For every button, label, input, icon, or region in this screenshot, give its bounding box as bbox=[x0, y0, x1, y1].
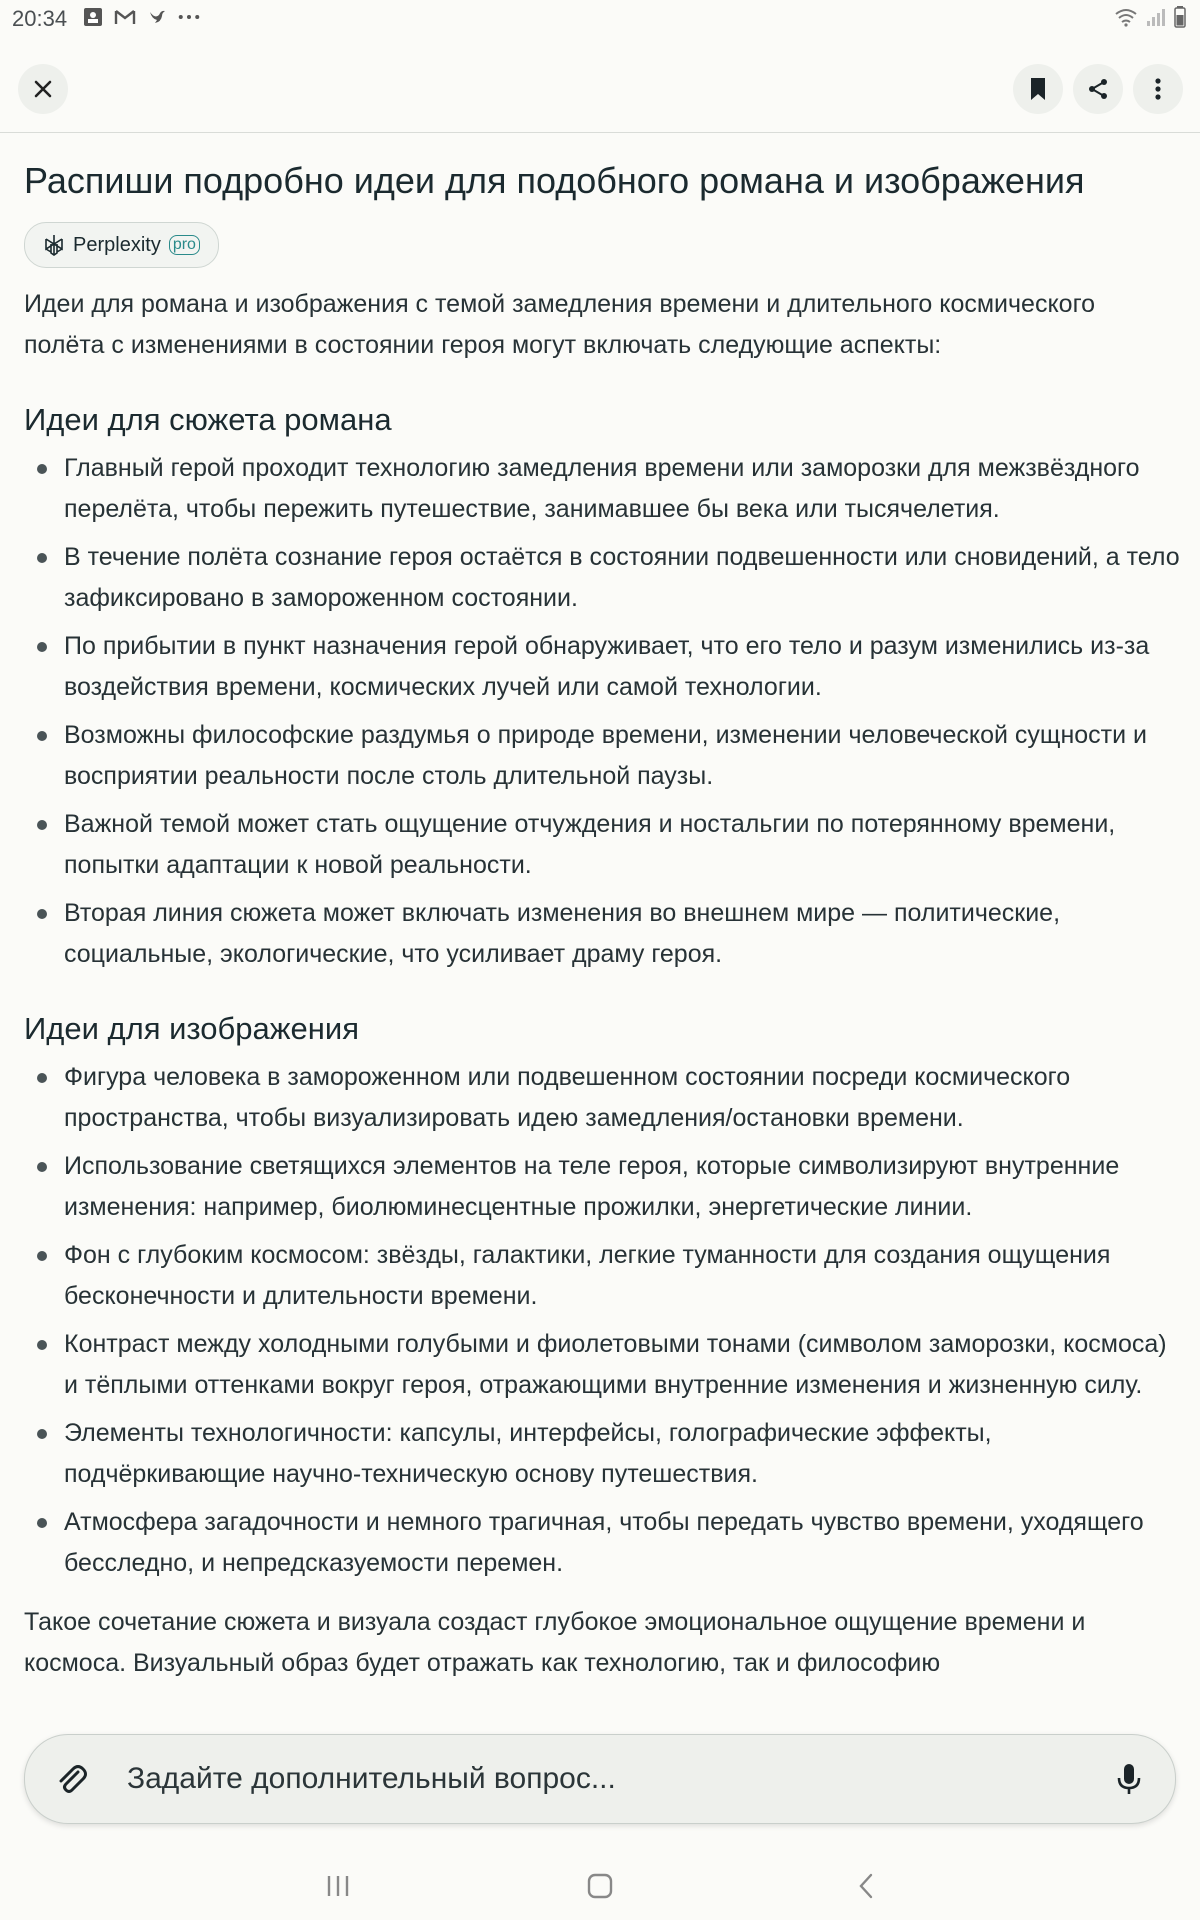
back-button[interactable] bbox=[846, 1866, 886, 1906]
list-item: Элементы технологичности: капсулы, интерфейсы, голографические эффекты, подчёркивающие научно-техническую основу путешествия. bbox=[24, 1413, 1180, 1495]
gmail-icon bbox=[114, 6, 136, 28]
answer-outro: Такое сочетание сюжета и визуала создаст глубокое эмоциональное ощущение времени и космоса. Визуальный образ будет отражать как технологию, так и философию bbox=[24, 1608, 1086, 1677]
list-item: По прибытии в пункт назначения герой обнаруживает, что его тело и разум изменились из-за воздействия времени, космических лучей или самой технологии. bbox=[24, 626, 1180, 708]
bird-app-icon bbox=[146, 6, 168, 28]
follow-up-bar[interactable] bbox=[24, 1734, 1176, 1824]
list-item: Фигура человека в замороженном или подвешенном состоянии посреди космического пространства, чтобы визуализировать идею замедления/остановки времени. bbox=[24, 1057, 1180, 1139]
signal-icon bbox=[1146, 7, 1166, 32]
photo-notification-icon bbox=[82, 6, 104, 28]
share-icon bbox=[1086, 77, 1110, 101]
recent-apps-icon bbox=[325, 1874, 351, 1898]
back-icon bbox=[857, 1873, 875, 1899]
status-bar bbox=[0, 0, 1200, 40]
attach-button[interactable] bbox=[51, 1759, 91, 1799]
list-item: Использование светящихся элементов на теле героя, которые символизируют внутренние изменения: например, биолюминесцентные прожилки, энергетические линии. bbox=[24, 1146, 1180, 1228]
system-nav-bar bbox=[0, 1850, 1200, 1920]
list-item: Вторая линия сюжета может включать изменения во внешнем мире — политические, социальные, экологические, что усиливает драму героя. bbox=[24, 893, 1180, 975]
list-item: Важной темой может стать ощущение отчуждения и ностальгии по потерянному времени, попытки адаптации к новой реальности. bbox=[24, 804, 1180, 886]
paperclip-icon bbox=[51, 1759, 91, 1799]
home-button[interactable] bbox=[580, 1866, 620, 1906]
share-button[interactable] bbox=[1073, 64, 1123, 114]
more-dots-icon bbox=[178, 6, 200, 28]
list-item: В течение полёта сознание героя остаётся в состоянии подвешенности или сновидений, а тело зафиксировано в замороженном состоянии. bbox=[24, 537, 1180, 619]
home-icon bbox=[587, 1873, 613, 1899]
wifi-icon bbox=[1114, 7, 1138, 32]
microphone-icon bbox=[1109, 1759, 1149, 1799]
close-button[interactable] bbox=[18, 64, 68, 114]
perplexity-logo-icon bbox=[43, 234, 65, 256]
question-title: Распиши подробно идеи для подобного романа и изображения bbox=[24, 160, 1085, 201]
badge-label: Perplexity bbox=[73, 233, 161, 256]
status-left-icons bbox=[82, 6, 200, 28]
thread-content bbox=[24, 132, 1180, 1684]
more-vertical-icon bbox=[1154, 77, 1162, 101]
status-time: 20:34 bbox=[12, 6, 68, 31]
pro-badge: pro bbox=[169, 235, 200, 255]
section-list bbox=[24, 448, 1180, 975]
top-toolbar bbox=[0, 40, 1200, 133]
bookmark-icon bbox=[1029, 77, 1047, 101]
mic-button[interactable] bbox=[1109, 1759, 1149, 1799]
section-title: Идеи для изображения bbox=[24, 1011, 359, 1046]
list-item: Фон с глубоким космосом: звёзды, галактики, легкие туманности для создания ощущения бесконечности и длительности времени. bbox=[24, 1235, 1180, 1317]
more-options-button[interactable] bbox=[1133, 64, 1183, 114]
status-right-icons bbox=[1114, 6, 1186, 33]
bookmark-button[interactable] bbox=[1013, 64, 1063, 114]
recent-apps-button[interactable] bbox=[318, 1866, 358, 1906]
answer-intro: Идеи для романа и изображения с темой замедления времени и длительного космического полёта с изменениями в состоянии героя могут включать следующие аспекты: bbox=[24, 290, 1096, 359]
section-title: Идеи для сюжета романа bbox=[24, 402, 392, 437]
battery-icon bbox=[1174, 6, 1186, 33]
list-item: Главный герой проходит технологию замедления времени или заморозки для межзвёздного перелёта, чтобы пережить путешествие, занимавшее бы века или тысячелетия. bbox=[24, 448, 1180, 530]
close-icon bbox=[33, 79, 53, 99]
model-badge[interactable] bbox=[24, 222, 219, 268]
list-item: Контраст между холодными голубыми и фиолетовыми тонами (символом заморозки, космоса) и тёплыми оттенками вокруг героя, отражающими внутренние изменения и жизненную силу. bbox=[24, 1324, 1180, 1406]
list-item: Возможны философские раздумья о природе времени, изменении человеческой сущности и восприятии реальности после столь длительной паузы. bbox=[24, 715, 1180, 797]
follow-up-input[interactable]: Задайте дополнительный вопрос... bbox=[127, 1762, 616, 1795]
list-item: Атмосфера загадочности и немного трагичная, чтобы передать чувство времени, уходящего бесследно, и непредсказуемости перемен. bbox=[24, 1502, 1180, 1584]
section-list bbox=[24, 1057, 1180, 1584]
